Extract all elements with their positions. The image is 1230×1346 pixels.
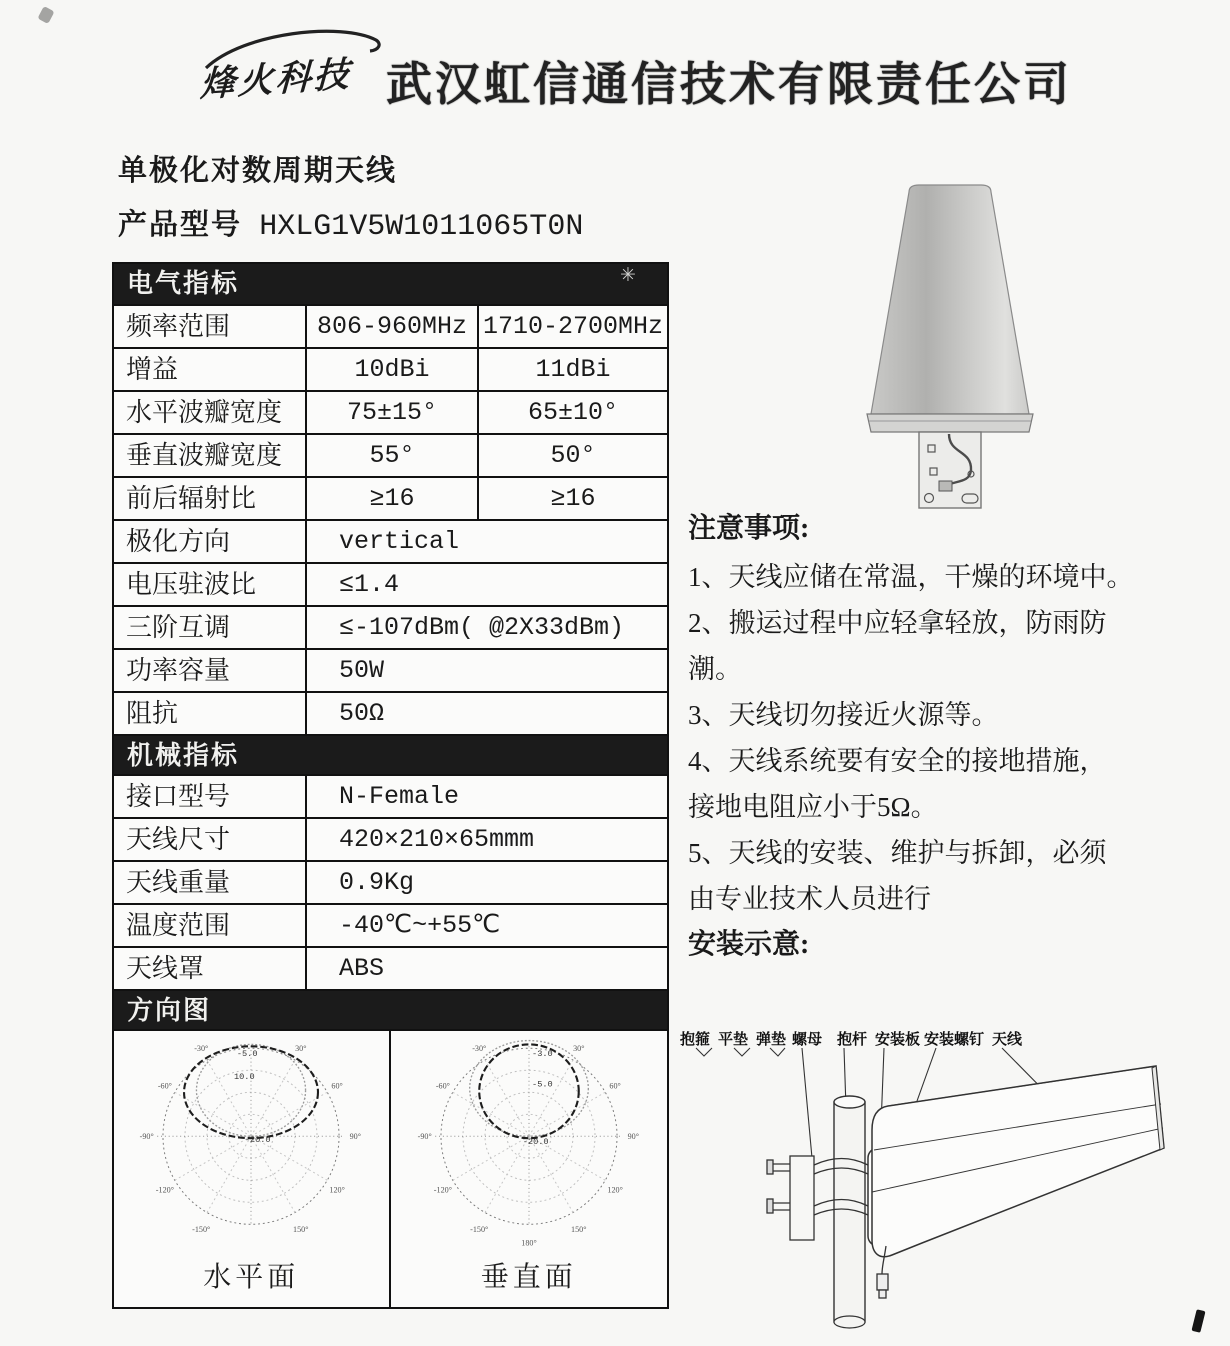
section-title: 电气指标 [127,269,240,298]
note-line: 2、搬运过程中应轻拿轻放，防雨防 [688,608,1107,638]
install-label: 螺母 [792,1032,823,1048]
install-title: 安装示意: [688,929,810,960]
angle-label: -90° [417,1132,432,1142]
spec-value-low-band: 806-960MHz [307,306,479,347]
angle-label: 150° [293,1224,309,1234]
notes-title: 注意事项: [688,513,810,544]
section-title: 机械指标 [127,741,240,770]
logo-calligraphy-text: 烽火科技 [199,54,353,105]
table-row [114,605,667,648]
spec-label: 天线罩 [114,948,307,989]
install-labels [679,1030,1023,1048]
install-label: 抱杆 [837,1032,868,1048]
install-label: 天线 [992,1032,1023,1048]
scan-artifact: ✳ [620,264,636,286]
radome-body [871,185,1029,414]
table-row [114,691,667,734]
plot-caption-vertical: 垂直面 [480,1262,577,1293]
section-header-mechanical [114,734,667,774]
connector [939,481,952,491]
polar-plot-vertical [391,1031,668,1307]
spec-value: 50W [339,656,385,685]
spec-label: 电压驻波比 [114,564,307,605]
angle-label: 30° [295,1044,307,1054]
spec-label: 频率范围 [114,306,307,347]
spec-value-high-band: 50° [550,441,596,470]
spec-label: 阻抗 [114,693,307,734]
spec-value-high-band: 65±10° [527,398,618,427]
spec-value: N-Female [339,782,460,811]
company-logo [192,20,392,125]
table-row [114,860,667,903]
radial-labels [523,1049,553,1147]
angle-label: 30° [572,1044,585,1054]
angle-label: 120° [329,1185,346,1195]
spec-label: 前后辐射比 [114,478,307,519]
table-row [114,946,667,989]
section-header-electrical [114,264,667,304]
radial-label: -3.0 [531,1048,553,1059]
polar-grid-vertical [395,1031,663,1253]
spec-label: 水平波瓣宽度 [114,392,307,433]
table-row [114,433,667,476]
angle-label: -30° [471,1044,487,1054]
product-model-line [118,202,583,244]
notes-section [688,506,1198,968]
polar-plot-horizontal [114,1031,391,1307]
spec-value-high-band: 11dBi [535,355,611,384]
spec-label: 垂直波瓣宽度 [114,435,307,476]
angle-label: -90° [139,1132,154,1142]
company-name: 武汉虹信通信技术有限责任公司 [386,58,1072,110]
install-label: 抱箍 [680,1032,711,1048]
table-row [114,774,667,817]
radome-flange [867,414,1033,432]
product-title: 单极化对数周期天线 [118,155,398,187]
spec-value: 50Ω [339,699,385,728]
table-row [114,304,667,347]
note-line: 3、天线切勿接近火源等。 [688,700,999,730]
angle-label: -150° [469,1224,489,1234]
angle-label: 60° [609,1081,621,1091]
spec-value-low-band: 75±15° [307,392,479,433]
antenna-product-figure [845,182,1055,512]
spec-label: 天线尺寸 [114,819,307,860]
spec-label: 接口型号 [114,776,307,817]
table-row [114,476,667,519]
radial-label: 10.0 [234,1071,255,1082]
radial-label: -20.0 [522,1136,549,1147]
spec-value-low-band: ≥16 [307,478,479,519]
angle-label: 180° [521,1238,537,1248]
angle-label: -60° [435,1081,450,1091]
spec-label: 温度范围 [114,905,307,946]
note-line: 4、天线系统要有安全的接地措施， [688,746,1107,776]
scan-artifact [37,6,54,24]
table-row [114,390,667,433]
spec-label: 极化方向 [114,521,307,562]
table-row [114,347,667,390]
spec-value: 0.9Kg [339,868,415,897]
table-row [114,562,667,605]
note-line: 由专业技术人员进行 [688,884,931,914]
note-line: 1、天线应储在常温，干燥的环境中。 [688,562,1134,592]
note-line: 5、天线的安装、维护与拆卸，必须 [688,838,1107,868]
spec-value: 420×210×65mmm [339,825,535,854]
radial-label: -5.0 [237,1048,258,1059]
install-label: 安装板 [875,1032,921,1048]
installation-diagram [672,1022,1230,1342]
spec-label: 天线重量 [114,862,307,903]
note-line: 接地电阻应小于5Ω。 [688,792,938,822]
angle-label: -60° [158,1081,173,1091]
radial-label: -5.0 [531,1079,553,1090]
spec-value: ≤-107dBm( @2X33dBm) [339,613,625,642]
table-row [114,519,667,562]
angle-label: 90° [349,1132,362,1142]
spec-value-high-band: 1710-2700MHz [482,312,664,341]
pattern-plots [114,1029,667,1307]
spec-value: vertical [339,527,460,556]
spec-value-low-band: 55° [307,435,479,476]
spec-value: -40℃~+55℃ [339,911,501,940]
table-row [114,648,667,691]
spec-label: 增益 [114,349,307,390]
radial-labels [234,1049,271,1145]
table-row [114,817,667,860]
angle-label: 60° [331,1081,344,1091]
angle-label: -30° [194,1044,209,1054]
spec-value-high-band: ≥16 [550,484,596,513]
install-label: 平垫 [718,1032,749,1048]
angle-label: 120° [607,1185,623,1195]
install-label: 弹垫 [756,1032,787,1048]
spec-value-low-band: 10dBi [307,349,479,390]
plot-caption-horizontal: 水平面 [203,1262,300,1293]
model-label: 产品型号 [118,209,243,241]
antenna-body [872,1066,1164,1257]
angle-label: -120° [433,1185,452,1195]
spec-label: 三阶互调 [114,607,307,648]
angle-label: 150° [570,1224,587,1234]
section-header-pattern [114,989,667,1029]
spec-table [112,262,669,1309]
table-row [114,903,667,946]
spec-value: ≤1.4 [339,570,400,599]
spec-label: 功率容量 [114,650,307,691]
spec-value: ABS [339,954,385,983]
install-label: 安装螺钉 [924,1032,985,1048]
angle-label: -150° [192,1224,211,1234]
angle-label: 90° [627,1132,639,1142]
section-title: 方向图 [127,996,212,1025]
polar-grid-horizontal [117,1031,385,1253]
model-number: HXLG1V5W1011065T0N [259,210,584,244]
radial-label: -20.0 [245,1135,271,1145]
angle-label: -120° [156,1185,175,1195]
note-line: 潮。 [688,654,742,684]
